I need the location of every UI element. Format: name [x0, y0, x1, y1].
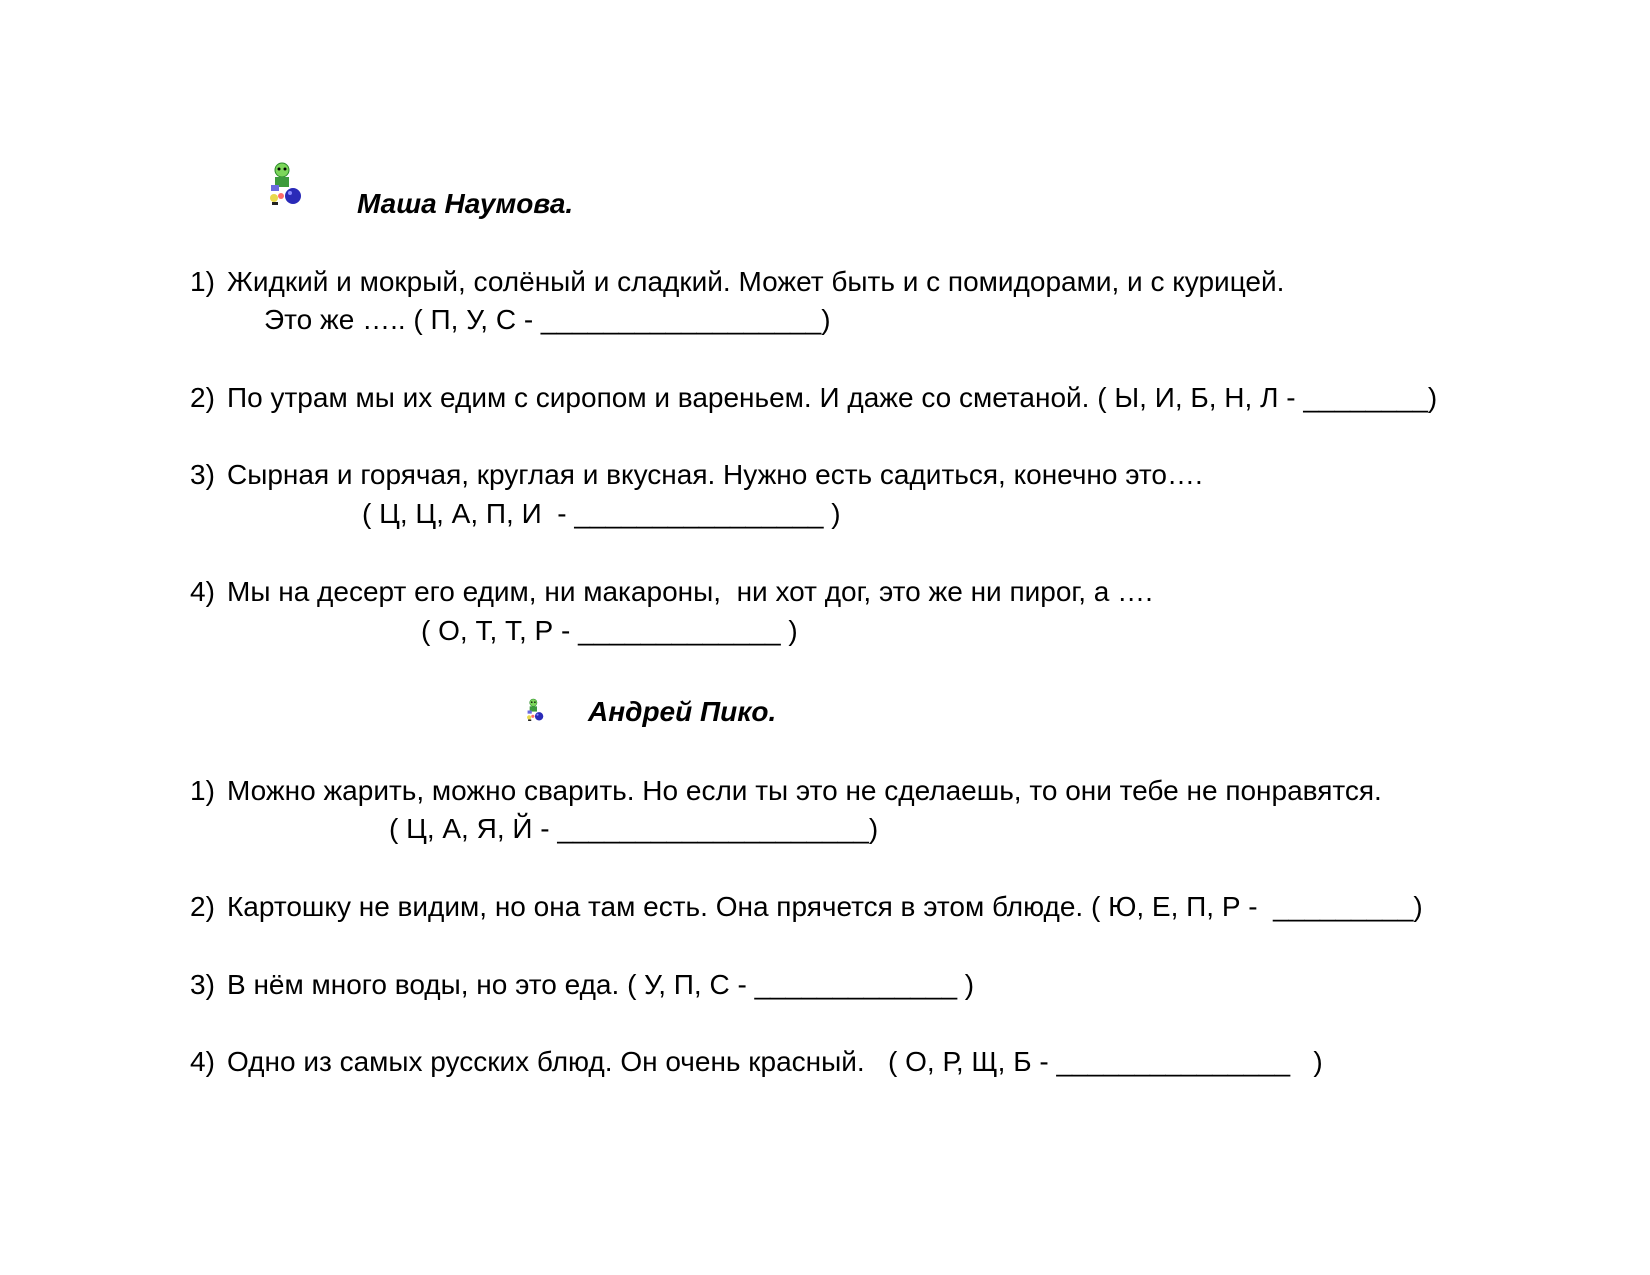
- question-text: Сырная и горячая, круглая и вкусная. Нужно есть садиться, конечно это….: [227, 459, 1203, 490]
- section1-answer-1: Это же ….. ( П, У, С - __________________): [264, 304, 831, 335]
- section1-question-4: [190, 575, 1153, 609]
- section2-answer-1: ( Ц, А, Я, Й - ____________________): [389, 813, 879, 844]
- section2-question-2: [190, 890, 1423, 924]
- section1-question-2: [190, 381, 1437, 415]
- section1-question-3: [190, 458, 1203, 492]
- question-number: 4): [190, 1046, 215, 1077]
- question-text: Можно жарить, можно сварить. Но если ты это не сделаешь, то они тебе не понравятся.: [227, 775, 1382, 806]
- question-number: 1): [190, 266, 215, 297]
- question-text: Мы на десерт его едим, ни макароны, ни хот дог, это же ни пирог, а ….: [227, 576, 1153, 607]
- question-number: 1): [190, 775, 215, 806]
- question-number: 2): [190, 891, 215, 922]
- cartoon-figure-icon: [268, 160, 310, 208]
- cartoon-figure-icon: [526, 697, 548, 723]
- question-number: 3): [190, 969, 215, 1000]
- question-number: 2): [190, 382, 215, 413]
- question-text: Жидкий и мокрый, солёный и сладкий. Может быть и с помидорами, и с курицей.: [227, 266, 1285, 297]
- section1-answer-3: ( Ц, Ц, А, П, И - ________________ ): [362, 498, 841, 529]
- section2-question-1: [190, 774, 1382, 808]
- section1-author-heading: Маша Наумова.: [357, 188, 574, 219]
- question-number: 4): [190, 576, 215, 607]
- section2-question-3: [190, 968, 974, 1002]
- question-text: По утрам мы их едим с сиропом и вареньем. И даже со сметаной. ( Ы, И, Б, Н, Л - ________): [227, 382, 1438, 413]
- section1-answer-4: ( О, Т, Т, Р - _____________ ): [421, 615, 798, 646]
- question-text: Одно из самых русских блюд. Он очень красный. ( О, Р, Щ, Б - _______________ ): [227, 1046, 1323, 1077]
- question-number: 3): [190, 459, 215, 490]
- section1-question-1: [190, 265, 1284, 299]
- section2-author-heading: Андрей Пико.: [588, 696, 777, 727]
- question-text: Картошку не видим, но она там есть. Она прячется в этом блюде. ( Ю, Е, П, Р - _________): [227, 891, 1423, 922]
- question-text: В нём много воды, но это еда. ( У, П, С - _____________ ): [227, 969, 975, 1000]
- section2-question-4: [190, 1045, 1323, 1079]
